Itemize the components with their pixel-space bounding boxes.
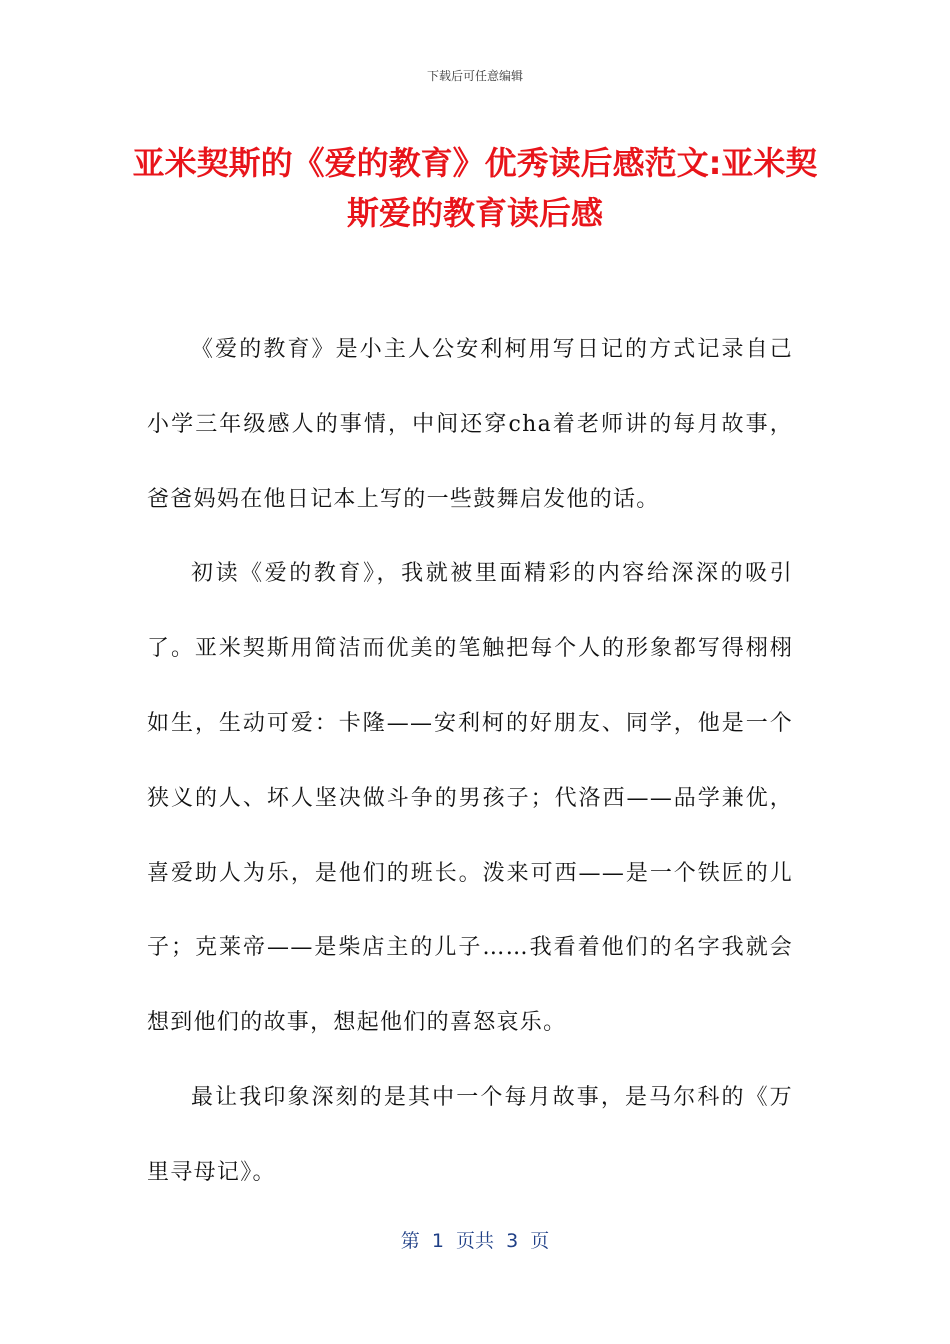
paragraph: 最让我印象深刻的是其中一个每月故事，是马尔科的《万里寻母记》。 [147,1084,793,1185]
header-note: 下载后可任意编辑 [426,69,523,83]
document-body [147,313,793,1211]
paragraph: 《爱的教育》是小主人公安利柯用写日记的方式记录自己小学三年级感人的事情，中间还穿cha着老师讲的每月故事，爸爸妈妈在他日记本上写的一些鼓舞启发他的话。 [147,337,793,512]
page-number-footer: 第 1 页共 3 页 [400,1230,550,1252]
document-title: 亚米契斯的《爱的教育》优秀读后感范文:亚米契斯爱的教育读后感 [132,144,818,232]
paragraph: 初读《爱的教育》，我就被里面精彩的内容给深深的吸引了。亚米契斯用简洁而优美的笔触把每个人的形象都写得栩栩如生，生动可爱：卡隆——安利柯的好朋友、同学，他是一个狭义的人、坏人坚决做斗争的男孩子；代洛西——品学兼优，喜爱助人为乐，是他们的班长。泼来可西——是一个铁匠的儿子；克莱帝——是柴店主的儿子……我看着他们的名字我就会想到他们的故事，想起他们的喜怒哀乐。 [147,561,793,1036]
